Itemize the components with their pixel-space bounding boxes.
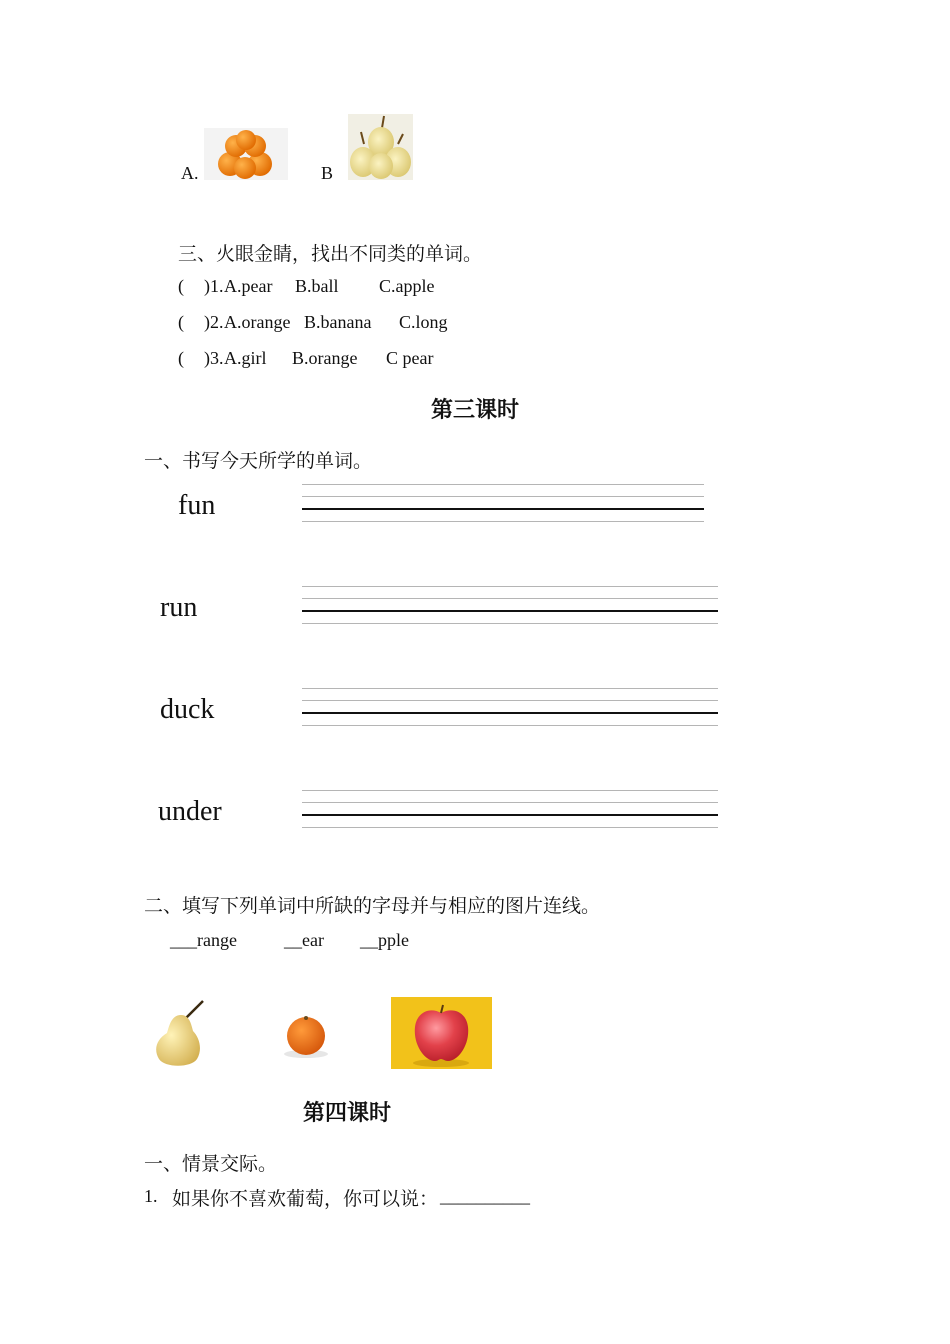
lesson4-q1-answer-blank[interactable]: __________ [440, 1186, 530, 1206]
orange-icon[interactable] [262, 1006, 344, 1064]
word-run: run [160, 592, 198, 623]
fill-rest: range [197, 930, 237, 950]
lesson4-part1-heading: 一、情景交际。 [144, 1153, 278, 1175]
q1-paren: ( [178, 276, 184, 296]
q3-number: )3. [204, 348, 224, 368]
q1-option-c: C.apple [379, 276, 435, 296]
tangerines-icon [204, 128, 288, 180]
pear-icon[interactable] [143, 997, 215, 1069]
lesson3-part1-heading: 一、书写今天所学的单词。 [144, 450, 373, 472]
q3-option-c: C pear [386, 348, 434, 368]
fill-blank[interactable]: ___ [170, 930, 197, 950]
writing-lines-run[interactable] [302, 586, 718, 624]
writing-lines-fun[interactable] [302, 484, 704, 522]
writing-lines-under[interactable] [302, 790, 718, 828]
fill-word-orange[interactable] [170, 930, 237, 951]
option-b-label: B [321, 163, 334, 183]
lesson3-title: 第三课时 [430, 397, 519, 422]
q3-paren: ( [178, 348, 184, 368]
q2-option-c: C.long [399, 312, 448, 332]
q2-number: )2. [204, 312, 224, 332]
lesson4-title: 第四课时 [303, 1100, 392, 1125]
writing-lines-duck[interactable] [302, 688, 718, 726]
word-duck: duck [160, 694, 215, 725]
fill-rest: pple [378, 930, 409, 950]
q2-option-a: A.orange [224, 312, 291, 332]
q2-paren: ( [178, 312, 184, 332]
section3-heading: 三、火眼金睛，找出不同类的单词。 [178, 243, 483, 265]
fill-word-apple[interactable] [360, 930, 409, 951]
fill-blank[interactable]: __ [284, 930, 302, 950]
q1-number: )1. [204, 276, 224, 296]
q3-option-b: B.orange [292, 348, 358, 368]
lesson4-q1-text: 如果你不喜欢葡萄，你可以说： [172, 1188, 439, 1210]
fill-blank[interactable]: __ [360, 930, 378, 950]
option-a-label: A. [181, 163, 199, 183]
q3-option-a: A.girl [224, 348, 267, 368]
word-under: under [158, 796, 222, 827]
lesson4-q1-number: 1. [144, 1186, 158, 1206]
q1-option-b: B.ball [295, 276, 339, 296]
fill-rest: ear [302, 930, 324, 950]
fill-word-pear[interactable] [284, 930, 324, 951]
q1-option-a: A.pear [224, 276, 273, 296]
apple-icon[interactable] [391, 997, 492, 1069]
lesson3-part2-heading: 二、填写下列单词中所缺的字母并与相应的图片连线。 [144, 895, 601, 917]
word-fun: fun [178, 490, 216, 521]
pears-icon [348, 114, 413, 180]
q2-option-b: B.banana [304, 312, 372, 332]
